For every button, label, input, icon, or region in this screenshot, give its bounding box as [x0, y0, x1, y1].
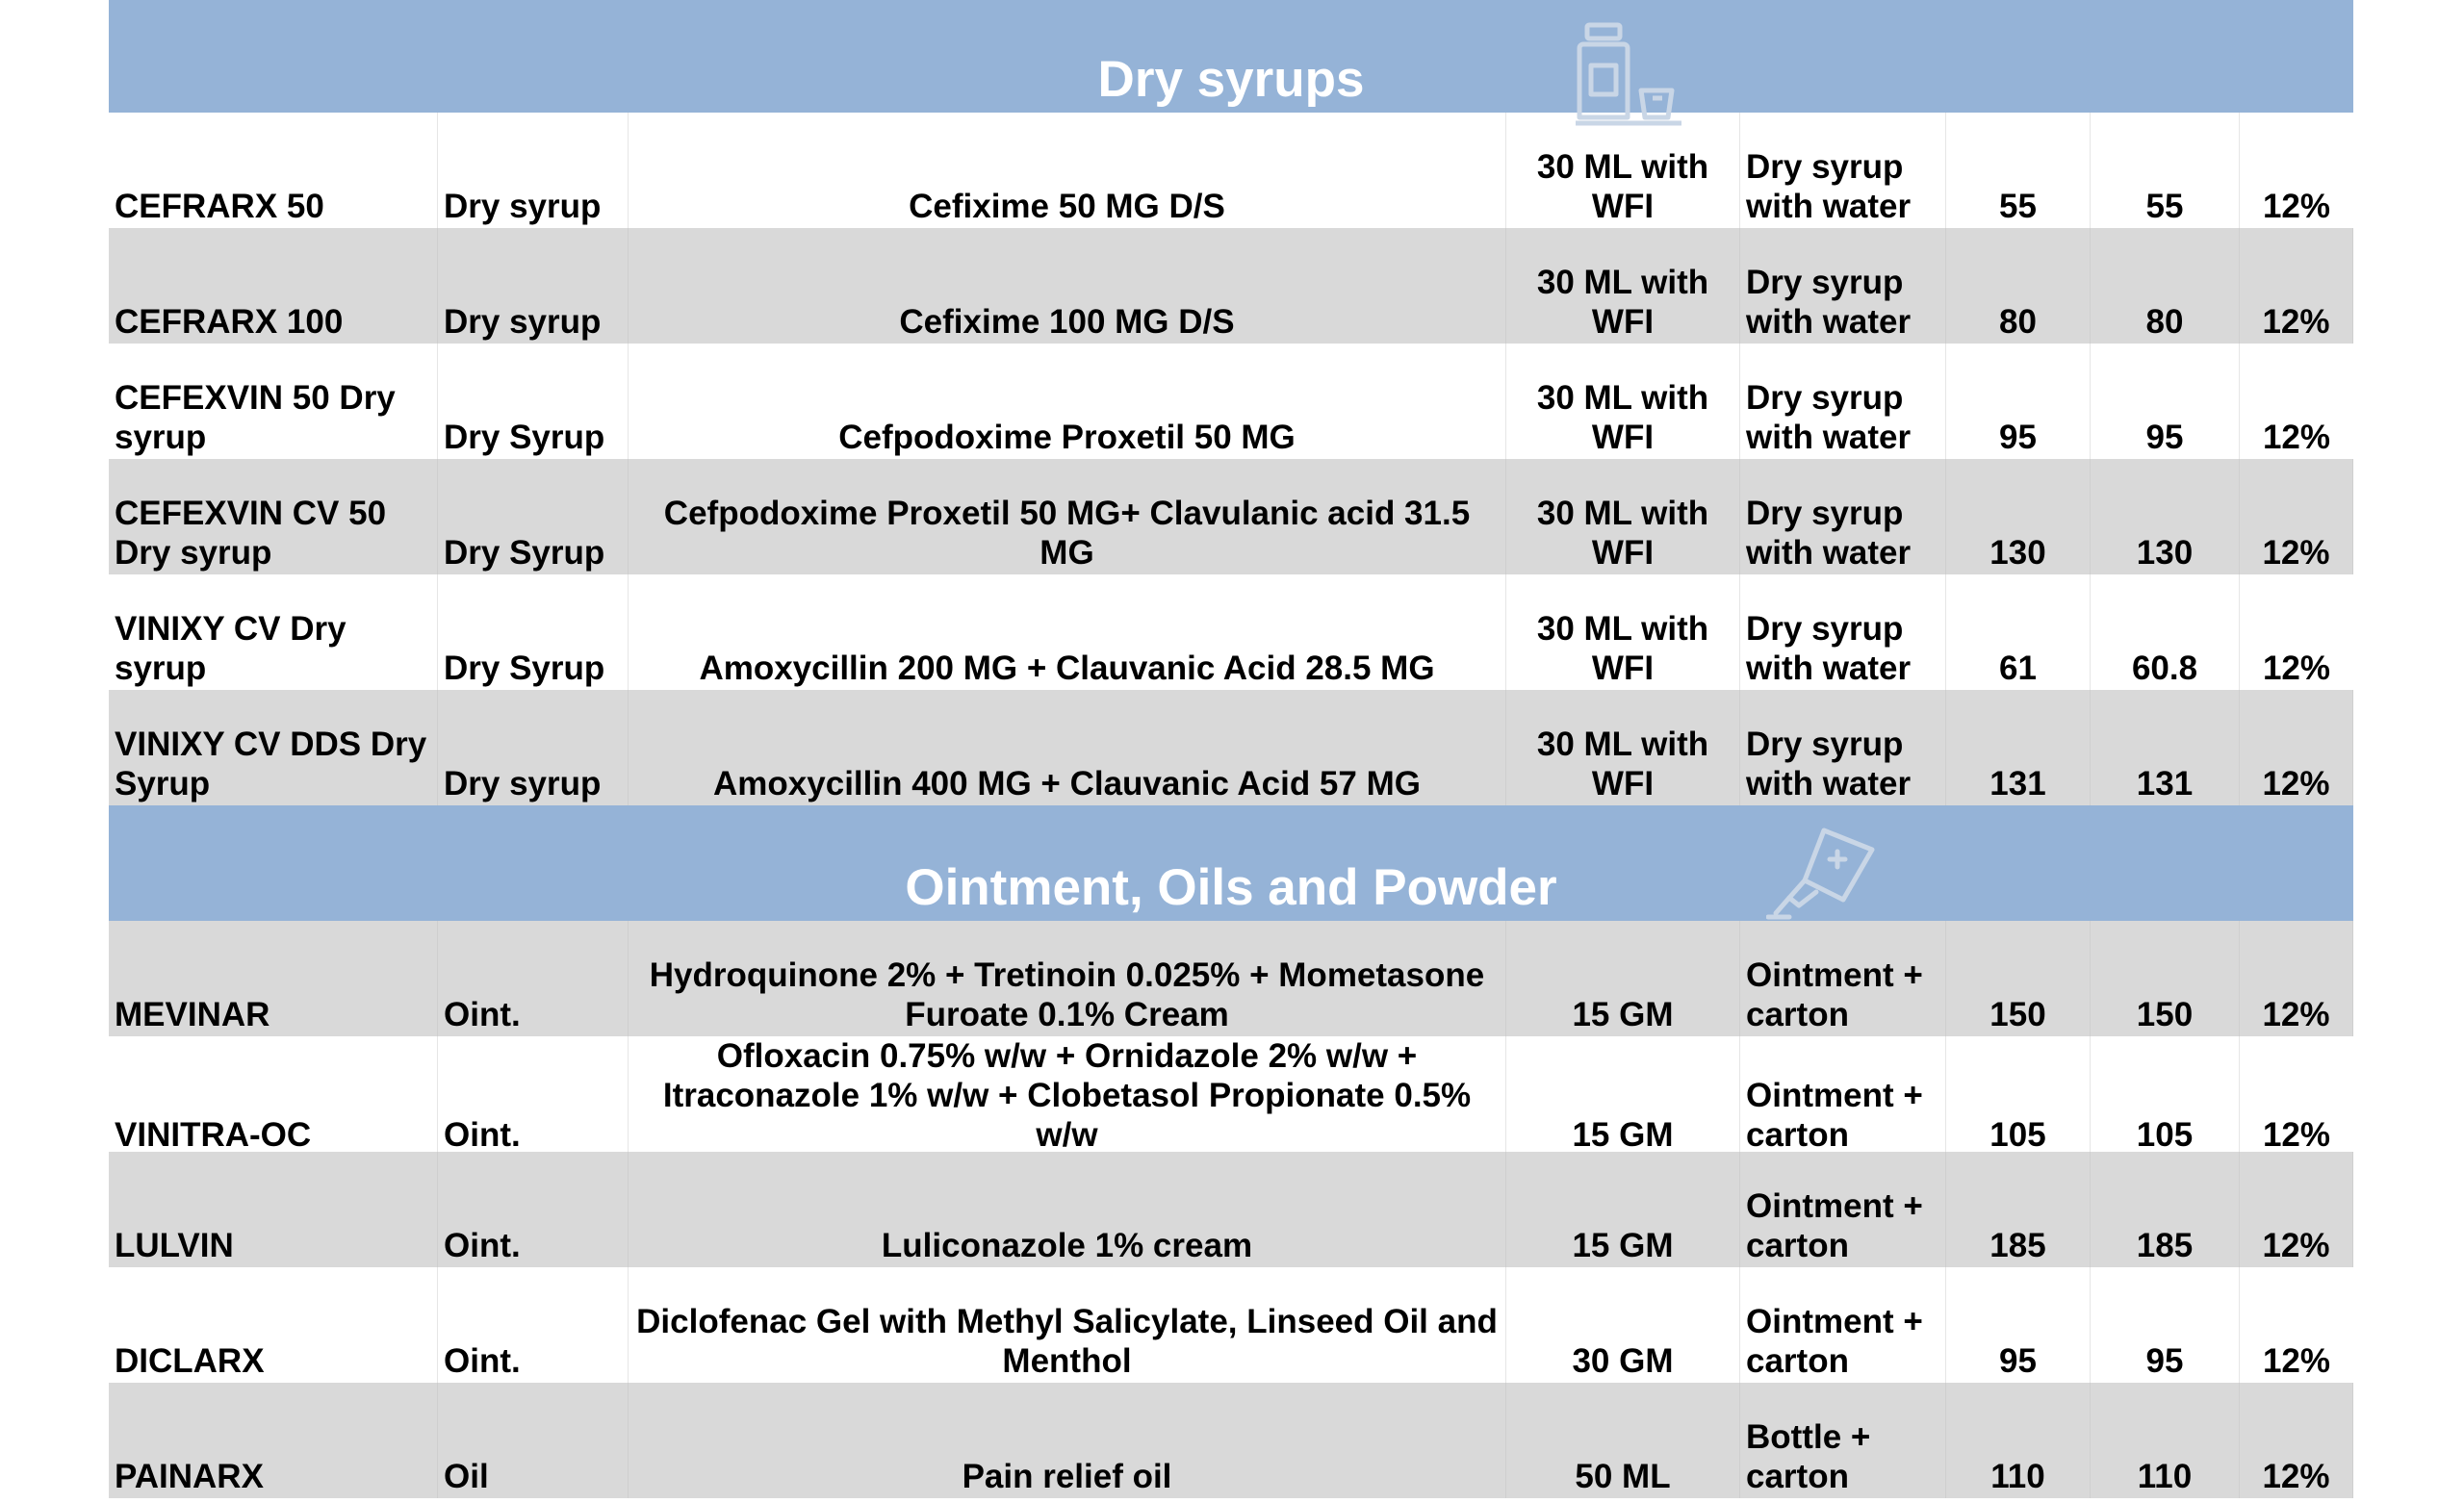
table-row: [109, 113, 2353, 228]
product-name-cell: MEVINAR: [109, 921, 438, 1036]
price-cell: 150: [2091, 921, 2240, 1036]
dosage-form-cell: Dry Syrup: [438, 574, 629, 690]
composition-cell: Luliconazole 1% cream: [629, 1152, 1506, 1267]
gst-cell: 12%: [2262, 188, 2331, 225]
price-cell: 80: [1946, 228, 2091, 344]
product-name-cell: CEFRARX 100: [109, 228, 438, 344]
product-name-cell: VINIXY CV DDS Dry Syrup: [109, 690, 438, 805]
product-name-cell: CEFRARX 50: [109, 113, 438, 228]
price-cell: 95: [2091, 344, 2240, 459]
table-row: [109, 921, 2353, 1036]
table-row: [109, 690, 2353, 805]
packing-cell: Dry syrup with water: [1740, 344, 1946, 459]
section-title: Ointment, Oils and Powder: [905, 859, 1557, 916]
product-name-cell: VINIXY CV Dry syrup: [109, 574, 438, 690]
gst-cell: 12%: [2262, 419, 2331, 456]
table-row: [109, 1036, 2353, 1152]
product-name-cell: CEFEXVIN 50 Dry syrup: [109, 344, 438, 459]
pack-size-cell: 50 ML: [1506, 1383, 1740, 1498]
pack-size-cell: 30 ML with WFI: [1506, 574, 1740, 690]
section-header-dry-syrups: [109, 0, 2353, 113]
gst-cell: 12%: [2240, 690, 2353, 805]
gst-cell: 12%: [2262, 650, 2331, 687]
pack-size-cell: 15 GM: [1506, 1036, 1740, 1157]
price-list-sheet: [109, 0, 2353, 1503]
price-cell: 185: [1946, 1152, 2091, 1267]
pack-size-cell: 30 ML with WFI: [1506, 690, 1740, 805]
pack-size-cell: 30 ML with WFI: [1506, 113, 1740, 228]
price-cell: 61: [1946, 574, 2091, 690]
price-cell: 150: [1946, 921, 2091, 1036]
pack-size-cell: 30 GM: [1506, 1267, 1740, 1383]
packing-cell: Bottle + carton: [1740, 1383, 1946, 1498]
gst-cell: 12%: [2240, 228, 2353, 344]
price-cell: 130: [1946, 459, 2091, 574]
packing-cell: Dry syrup with water: [1740, 459, 1946, 574]
product-name-cell: VINITRA-OC: [109, 1036, 438, 1157]
gst-cell: 12%: [2262, 1342, 2331, 1380]
table-row: [109, 344, 2353, 459]
packing-cell: Ointment + carton: [1740, 1267, 1946, 1383]
price-cell: 60.8: [2091, 574, 2240, 690]
composition-cell: Ofloxacin 0.75% w/w + Ornidazole 2% w/w + Itraconazole 1% w/w + Clobetasol Propionate 0.5% w/w: [629, 1036, 1506, 1157]
composition-cell: Hydroquinone 2% + Tretinoin 0.025% + Mometasone Furoate 0.1% Cream: [629, 921, 1506, 1036]
ointment-tube-icon: [1766, 827, 1882, 923]
gst-cell: 12%: [2240, 1383, 2353, 1498]
composition-cell: Cefpodoxime Proxetil 50 MG+ Clavulanic acid 31.5 MG: [629, 459, 1506, 574]
price-cell: 95: [1946, 344, 2091, 459]
price-cell: 185: [2091, 1152, 2240, 1267]
packing-cell: Ointment + carton: [1740, 921, 1946, 1036]
composition-cell: Amoxycillin 400 MG + Clauvanic Acid 57 MG: [629, 690, 1506, 805]
price-cell: 131: [1946, 690, 2091, 805]
pack-size-cell: 30 ML with WFI: [1506, 344, 1740, 459]
price-cell: 105: [1946, 1036, 2091, 1157]
gst-cell: 12%: [2240, 1152, 2353, 1267]
table-row: [109, 1152, 2353, 1267]
price-cell: 55: [1946, 113, 2091, 228]
price-cell: 95: [1946, 1267, 2091, 1383]
price-cell: 55: [2091, 113, 2240, 228]
section-header-ointments: [109, 805, 2353, 921]
composition-cell: Cefixime 100 MG D/S: [629, 228, 1506, 344]
price-cell: 131: [2091, 690, 2240, 805]
composition-cell: Diclofenac Gel with Methyl Salicylate, Linseed Oil and Menthol: [629, 1267, 1506, 1383]
dosage-form-cell: Dry Syrup: [438, 344, 629, 459]
packing-cell: Dry syrup with water: [1740, 113, 1946, 228]
gst-cell: 12%: [2240, 921, 2353, 1036]
pack-size-cell: 15 GM: [1506, 921, 1740, 1036]
composition-cell: Cefixime 50 MG D/S: [629, 113, 1506, 228]
table-row: [109, 228, 2353, 344]
price-cell: 80: [2091, 228, 2240, 344]
dosage-form-cell: Oint.: [438, 921, 629, 1036]
dosage-form-cell: Dry syrup: [438, 113, 629, 228]
packing-cell: Dry syrup with water: [1740, 228, 1946, 344]
table-row: [109, 1383, 2353, 1498]
price-cell: 105: [2091, 1036, 2240, 1157]
price-cell: 130: [2091, 459, 2240, 574]
pack-size-cell: 30 ML with WFI: [1506, 459, 1740, 574]
section-title: Dry syrups: [1097, 51, 1365, 108]
dosage-form-cell: Dry Syrup: [438, 459, 629, 574]
packing-cell: Dry syrup with water: [1740, 574, 1946, 690]
composition-cell: Amoxycillin 200 MG + Clauvanic Acid 28.5 MG: [629, 574, 1506, 690]
product-name-cell: LULVIN: [109, 1152, 438, 1267]
table-row: [109, 459, 2353, 574]
dosage-form-cell: Oint.: [438, 1267, 629, 1383]
packing-cell: Dry syrup with water: [1740, 690, 1946, 805]
dosage-form-cell: Oil: [438, 1383, 629, 1498]
dosage-form-cell: Dry syrup: [438, 690, 629, 805]
price-cell: 110: [2091, 1383, 2240, 1498]
packing-cell: Ointment + carton: [1740, 1036, 1946, 1157]
section-rows-dry-syrups: [109, 113, 2353, 805]
gst-cell: 12%: [2262, 1116, 2331, 1154]
gst-cell: 12%: [2240, 459, 2353, 574]
pack-size-cell: 30 ML with WFI: [1506, 228, 1740, 344]
composition-cell: Pain relief oil: [629, 1383, 1506, 1498]
packing-cell: Ointment + carton: [1740, 1152, 1946, 1267]
table-row: [109, 1267, 2353, 1383]
product-name-cell: DICLARX: [109, 1267, 438, 1383]
pack-size-cell: 15 GM: [1506, 1152, 1740, 1267]
product-name-cell: CEFEXVIN CV 50 Dry syrup: [109, 459, 438, 574]
composition-cell: Cefpodoxime Proxetil 50 MG: [629, 344, 1506, 459]
dosage-form-cell: Oint.: [438, 1152, 629, 1267]
product-name-cell: PAINARX: [109, 1383, 438, 1498]
dosage-form-cell: Dry syrup: [438, 228, 629, 344]
price-cell: 95: [2091, 1267, 2240, 1383]
section-rows-ointments: [109, 921, 2353, 1498]
dosage-form-cell: Oint.: [438, 1036, 629, 1157]
table-row: [109, 574, 2353, 690]
syrup-bottle-icon: [1574, 19, 1689, 130]
price-cell: 110: [1946, 1383, 2091, 1498]
